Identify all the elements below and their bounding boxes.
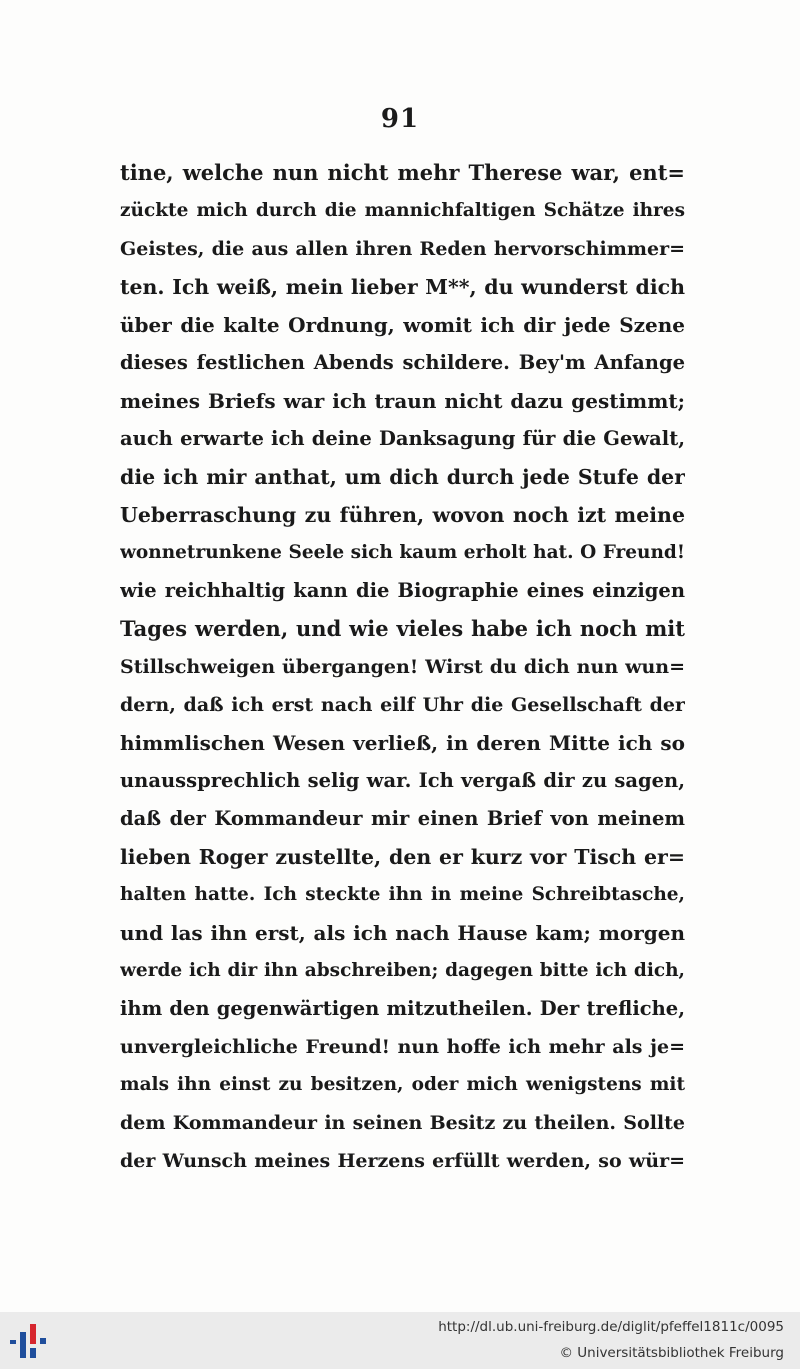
text-line: Ueberraschung zu führen, wovon noch izt meine [120,503,685,527]
text-line: meines Briefs war ich traun nicht dazu gestimmt; [120,389,685,413]
text-line: dern, daß ich erst nach eilf Uhr die Gesellschaft der [120,694,685,716]
text-line: über die kalte Ordnung, womit ich dir jede Szene [120,313,685,337]
text-line: der Wunsch meines Herzens erfüllt werden, so wür= [120,1150,685,1172]
text-line: tine, welche nun nicht mehr Therese war, ent= [120,160,685,185]
text-line: Stillschweigen übergangen! Wirst du dich nun wun= [120,656,685,678]
copyright-notice: © Universitätsbibliothek Freiburg [559,1345,784,1361]
text-line: wonnetrunkene Seele sich kaum erholt hat. O Freund! [120,542,685,563]
text-line: himmlischen Wesen verließ, in deren Mitte ich so [120,731,685,755]
text-line: lieben Roger zustellte, den er kurz vor Tisch er= [120,845,685,869]
text-line: dem Kommandeur in seinen Besitz zu theilen. Sollte [120,1112,685,1134]
text-line: und las ihn erst, als ich nach Hause kam; morgen [120,921,685,945]
text-line: halten hatte. Ich steckte ihn in meine Schreibtasche, [120,884,685,905]
text-line: dieses festlichen Abends schildere. Bey'm Anfange [120,351,685,374]
viewer-footer [0,1312,800,1369]
text-line: ihm den gegenwärtigen mitzutheilen. Der trefliche, [120,997,685,1020]
text-line: ten. Ich weiß, mein lieber M**, du wunderst dich [120,275,685,299]
text-line: Geistes, die aus allen ihren Reden hervorschimmer= [120,238,685,260]
text-line: Tages werden, und wie vieles habe ich noch mit [120,616,685,641]
text-line: die ich mir anthat, um dich durch jede Stufe der [120,465,685,489]
text-line: auch erwarte ich deine Danksagung für die Gewalt, [120,427,685,450]
text-line: unvergleichliche Freund! nun hoffe ich mehr als je= [120,1036,685,1058]
ub-freiburg-logo-icon [8,1320,52,1362]
text-line: unaussprechlich selig war. Ich vergaß dir zu sagen, [120,769,685,792]
page-body-text [120,154,685,1180]
page-number: 91 [380,104,420,134]
text-line: zückte mich durch die mannichfaltigen Schätze ihres [120,200,685,221]
permalink-url[interactable]: http://dl.ub.uni-freiburg.de/diglit/pfeffel1811c/0095 [438,1319,784,1335]
text-line: werde ich dir ihn abschreiben; dagegen bitte ich dich, [120,960,685,981]
text-line: mals ihn einst zu besitzen, oder mich wenigstens mit [120,1074,685,1095]
text-line: wie reichhaltig kann die Biographie eines einzigen [120,579,685,602]
text-line: daß der Kommandeur mir einen Brief von meinem [120,807,685,830]
